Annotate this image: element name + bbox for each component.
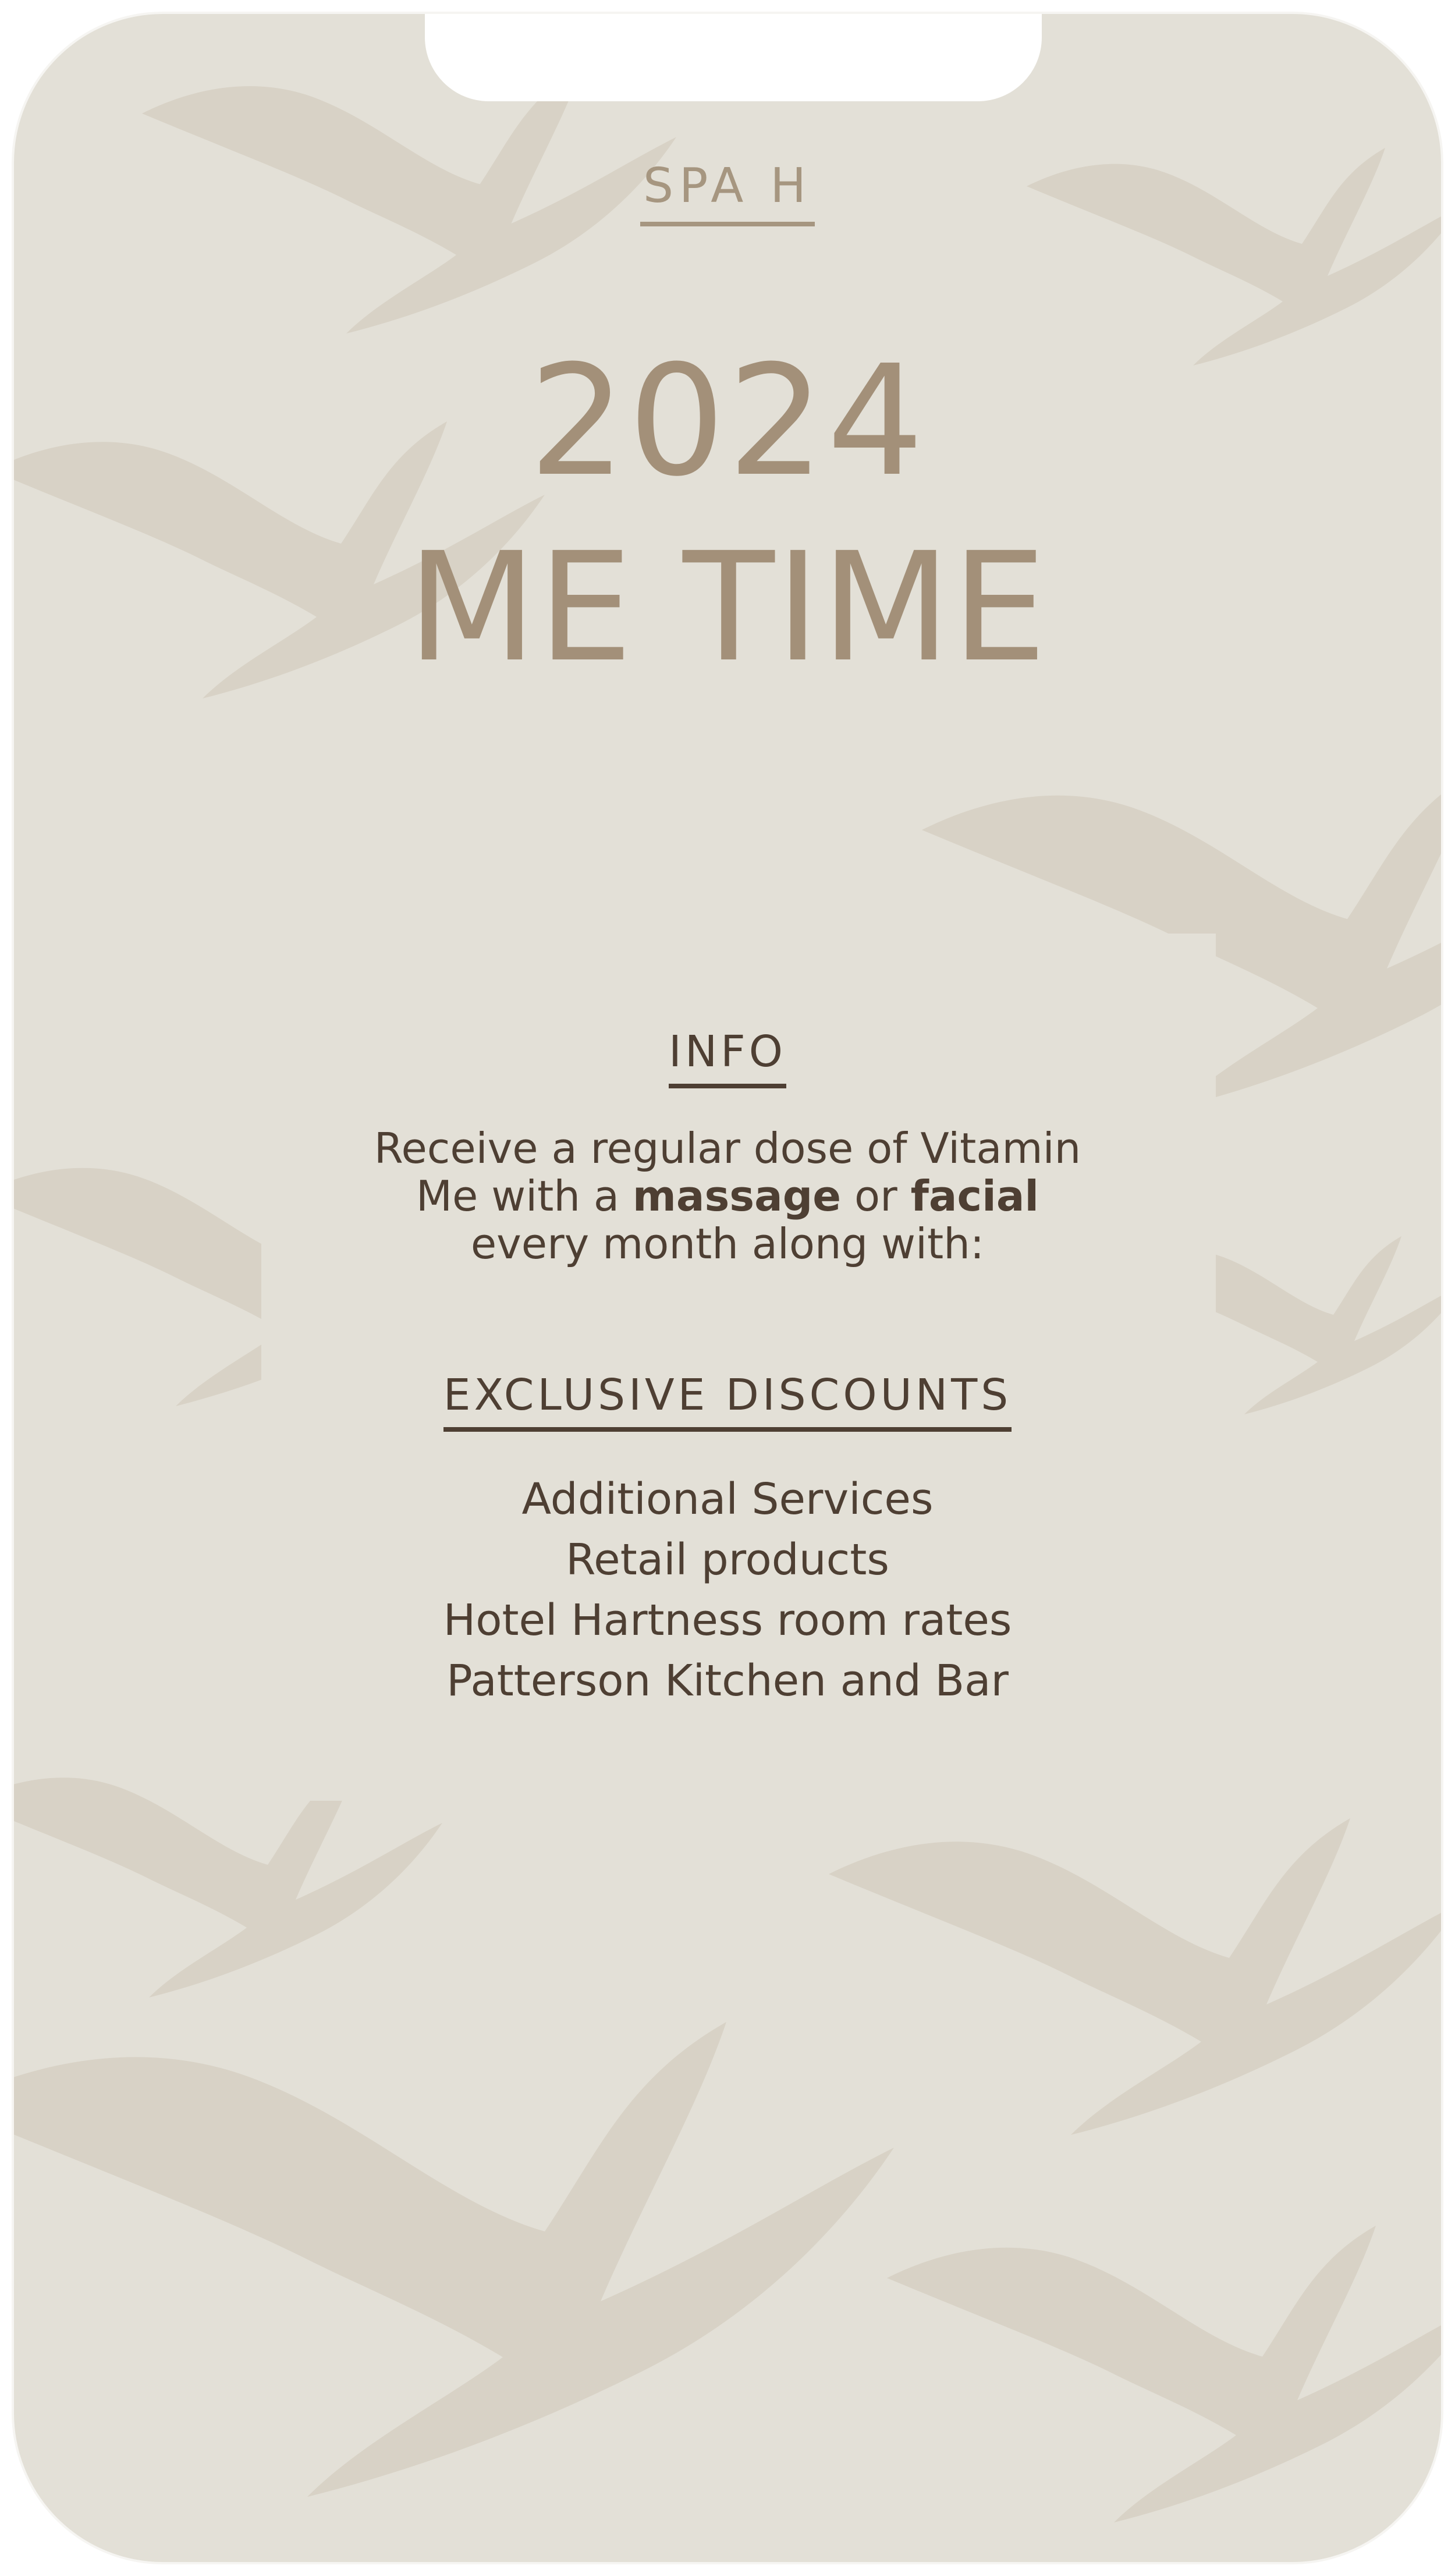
bird-silhouette-icon [887,2226,1443,2522]
info-text-before: Receive a regular dose of Vitamin Me with a [374,1124,1081,1220]
bird-silhouette-icon [14,2022,894,2497]
info-heading: INFO [669,1027,786,1088]
info-description [363,1124,1092,1268]
discounts-heading: EXCLUSIVE DISCOUNTS [443,1370,1012,1432]
brand-header [14,158,1441,226]
discount-list [14,1469,1441,1711]
discount-item-hotel-room-rates: Hotel Hartness room rates [443,1595,1012,1645]
discount-item-retail-products: Retail products [566,1535,889,1585]
device-notch [425,12,1042,101]
info-text-after: every month along with: [470,1219,985,1268]
info-highlight-massage: massage [632,1172,842,1220]
brand-logo: SPA H [640,158,815,226]
info-text-middle: or [841,1172,911,1220]
bird-silhouette-icon [829,1818,1443,2135]
phone-screen [12,12,1443,2564]
discounts-heading-wrap [14,1370,1441,1432]
info-heading-wrap [14,1027,1441,1088]
hero-title: ME TIME [407,520,1048,695]
discount-item-additional-services: Additional Services [521,1474,934,1524]
discount-item-patterson-kitchen: Patterson Kitchen and Bar [446,1656,1009,1706]
hero-year: 2024 [528,332,927,510]
info-highlight-facial: facial [910,1172,1039,1220]
